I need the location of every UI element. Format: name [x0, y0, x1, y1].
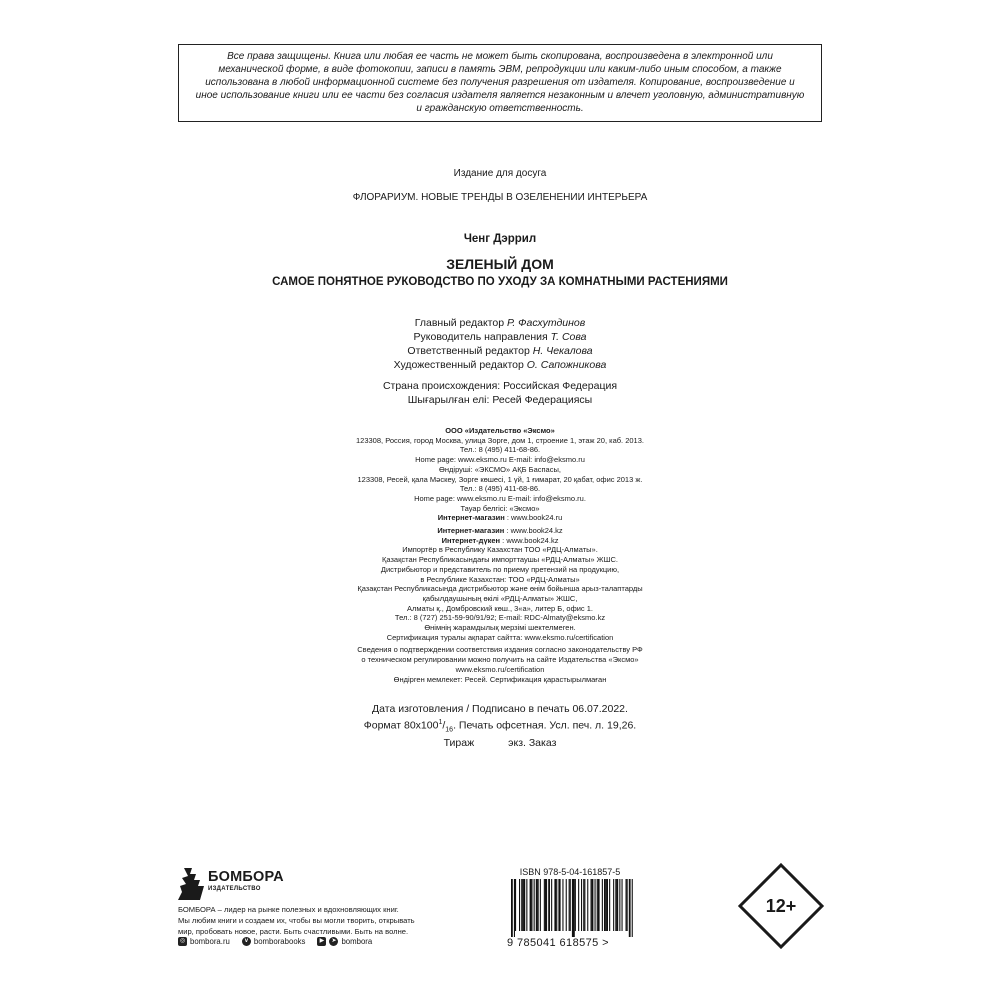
shop-label: Интернет-магазин	[437, 526, 505, 536]
publisher-line: Home page: www.eksmo.ru E-mail: info@eksmo.ru.	[414, 493, 586, 503]
origin-line: Страна происхождения: Российская Федерация	[382, 380, 618, 392]
barcode-bar	[619, 879, 620, 931]
format-sub: 16	[445, 726, 454, 734]
editor-row	[0, 358, 1000, 372]
order-label: экз. Заказ	[508, 736, 557, 749]
online-shop-kz-dukken	[0, 536, 1000, 546]
vk-icon: v	[242, 937, 251, 946]
tagline-line: Мы любим книги и создаем их, чтобы вы могли творить, открывать	[178, 916, 415, 925]
print-info	[0, 703, 1000, 750]
barcode-bar	[569, 879, 570, 931]
barcode-bar	[616, 879, 618, 931]
social-label: bomborabooks	[253, 937, 306, 946]
barcode-bar	[554, 879, 556, 931]
distribution-line: Тел.: 8 (727) 251-59-90/91/92; E-mail: RDC-Almaty@eksmo.kz	[394, 613, 606, 623]
publisher-line: Home page: www.eksmo.ru E-mail: info@eksmo.ru	[415, 455, 585, 465]
barcode-bar	[584, 879, 585, 931]
distribution-line: Дистрибьютор и представитель по приему претензий на продукцию,	[380, 564, 620, 574]
barcode-bar	[632, 879, 633, 937]
barcode-digits: 9 785041 618575 >	[507, 937, 609, 949]
social-youtube-telegram[interactable]	[317, 937, 372, 946]
barcode-bar	[521, 879, 522, 931]
rights-line: Все права защищены. Книга или любая ее часть не может быть скопирована, воспроизведена в электронной или	[227, 51, 773, 62]
barcode-bar	[626, 879, 627, 931]
editor-name: О. Сапожникова	[526, 359, 607, 371]
barcode-bar	[534, 879, 535, 931]
barcode-bar	[575, 879, 576, 931]
distribution-line: Қазақстан Республикасындағы импорттаушы «РДЦ-Алматы» ЖШС.	[382, 555, 618, 565]
distribution-line: в Республике Казахстан: ТОО «РДЦ-Алматы»	[420, 574, 580, 584]
print-format: Формат $80x100^1/_{16}$. Печать офсетная. Усл. печ. л. 19,26.	[363, 719, 637, 734]
isbn-block	[507, 867, 633, 949]
publisher-name: ООО «Издательство «Эксмо»	[445, 426, 555, 435]
shop-value: : www.book24.kz	[500, 535, 559, 545]
barcode-bar	[570, 879, 571, 931]
barcode-bar	[613, 879, 614, 931]
editor-row	[0, 344, 1000, 358]
barcode-bar	[558, 879, 559, 931]
tagline-line: БОМБОРА – лидер на рынке полезных и вдохновляющих книг.	[178, 905, 399, 914]
distribution-line: Сертификация туралы ақпарат сайтта: www.eksmo.ru/certification	[386, 632, 614, 642]
barcode-bar	[597, 879, 598, 931]
origin-info	[0, 379, 1000, 407]
barcode-bar	[607, 879, 608, 931]
barcode-bar	[556, 879, 557, 931]
social-links	[178, 937, 372, 946]
barcode-bar	[587, 879, 588, 931]
shop-label: Интернет-дүкен	[441, 535, 501, 545]
publisher-tagline	[178, 904, 458, 937]
edition-label: Издание для досуга	[453, 168, 547, 179]
editor-role: Художественный редактор	[393, 359, 524, 371]
editor-role: Ответственный редактор	[407, 345, 530, 357]
imprint-block	[0, 426, 1000, 684]
isbn-number: ISBN 978-5-04-161857-5	[519, 867, 621, 877]
barcode-bar	[560, 879, 561, 931]
editor-name: Т. Сова	[550, 331, 587, 343]
certification-line: www.eksmo.ru/certification	[455, 664, 545, 674]
barcode-bar	[604, 879, 606, 931]
distribution-line: қабылдаушының өкілі «РДЦ-Алматы» ЖШС,	[422, 593, 578, 603]
social-label: bombora	[341, 937, 373, 946]
barcode-bar	[523, 879, 525, 931]
shop-label: Интернет-магазин	[437, 513, 505, 523]
online-shop-ru	[0, 513, 1000, 523]
distribution-line: Импортёр в Республику Казахстан ТОО «РДЦ-Алматы».	[402, 545, 598, 555]
barcode-bar	[581, 879, 582, 931]
brand-subtitle: ИЗДАТЕЛЬСТВО	[208, 886, 261, 892]
barcode	[507, 879, 633, 937]
rights-notice	[178, 44, 822, 122]
youtube-icon: ▶	[317, 937, 326, 946]
barcode-bar	[602, 879, 603, 931]
barcode-bar	[538, 879, 539, 931]
rights-line: и гражданскую ответственность.	[416, 103, 584, 114]
barcode-bar	[578, 879, 579, 931]
social-instagram[interactable]	[178, 937, 230, 946]
editor-row	[0, 316, 1000, 330]
tagline-line: мир, пробовать новое, расти. Быть счастливыми. Быть на волне.	[178, 927, 409, 936]
barcode-bar	[514, 879, 515, 937]
distribution-line: Өнімнің жарамдылық мерзімі шектелмеген.	[424, 623, 576, 633]
barcode-bar	[515, 879, 516, 931]
barcode-bar	[562, 879, 563, 931]
barcode-bar	[627, 879, 628, 931]
barcode-bar	[544, 879, 545, 931]
format-prefix: Формат 80x100	[363, 719, 439, 732]
print-date: Дата изготовления / Подписано в печать 06.07.2022.	[372, 703, 628, 715]
distribution-line: Алматы қ., Домбровский көш., 3«а», литер Б, офис 1.	[406, 603, 594, 613]
barcode-bar	[572, 879, 573, 937]
print-run-label: Тираж	[443, 736, 475, 749]
certification-line: о техническом регулировании можно получить на сайте Издательства «Эксмо»	[361, 655, 639, 665]
barcode-bar	[622, 879, 623, 931]
barcode-bar	[583, 879, 584, 931]
distribution-line: Қазақстан Республикасында дистрибьютор және өнім бойынша арыз-талаптарды	[357, 584, 643, 594]
author: Ченг Дэррил	[463, 233, 537, 245]
social-vk[interactable]	[242, 937, 306, 946]
social-label: bombora.ru	[190, 937, 230, 946]
barcode-bar	[540, 879, 541, 931]
barcode-bar	[573, 879, 575, 937]
editor-name: Р. Фасхутдинов	[506, 317, 586, 329]
bombora-logo	[178, 866, 288, 900]
online-shop-kz	[0, 526, 1000, 536]
format-suffix: . Печать офсетная. Усл. печ. л. 19,26.	[453, 719, 637, 732]
publisher-line: Тауар белгісі: «Эксмо»	[460, 503, 540, 513]
barcode-bar	[548, 879, 550, 931]
barcode-bar	[551, 879, 552, 931]
shop-value: : www.book24.kz	[504, 526, 563, 536]
barcode-bar	[598, 879, 600, 931]
barcode-bar	[526, 879, 527, 931]
rights-line: механической форме, в виде фотокопии, записи в память ЭВМ, репродукции или каким-либо иным способом, а также	[218, 64, 782, 75]
publisher-line: 123308, Ресей, қала Мәскеу, Зорге көшесі, 1 үй, 1 ғимарат, 20 қабат, офис 2013 ж.	[357, 474, 643, 484]
certification-line: Өндірген мемлекет: Ресей. Сертификация қарастырылмаған	[393, 674, 607, 684]
telegram-icon: ➤	[331, 938, 337, 944]
barcode-bar	[609, 879, 610, 931]
editor-row	[0, 330, 1000, 344]
barcode-bar	[566, 879, 567, 931]
certification-line: Сведения о подтверждении соответствия издания согласно законодательству РФ	[357, 645, 643, 655]
barcode-bar	[522, 879, 523, 931]
origin-line: Шығарылған елі: Ресей Федерациясы	[407, 394, 593, 406]
rights-line: использована в любой информационной системе без получения разрешения от издателя. Копирование, воспроизведение и	[205, 77, 795, 88]
barcode-bar	[536, 879, 538, 931]
barcode-bar	[546, 879, 547, 931]
shop-value: : www.book24.ru	[504, 513, 563, 523]
barcode-bar	[519, 879, 520, 931]
editor-role: Главный редактор	[414, 317, 505, 329]
barcode-bar	[531, 879, 532, 931]
barcode-bar	[511, 879, 513, 937]
editors-list	[0, 316, 1000, 372]
barcode-bar	[629, 879, 631, 937]
barcode-bar	[591, 879, 592, 931]
format-sup: 1	[438, 719, 443, 726]
rights-line: иное использование книги или ее части без согласия издателя является незаконным и влечет уголовную, административную	[195, 90, 805, 101]
barcode-bar	[592, 879, 594, 931]
book-title: ЗЕЛЕНЫЙ ДОМ	[446, 256, 554, 272]
publisher-line: Тел.: 8 (495) 411-68-86.	[459, 484, 541, 494]
barcode-bar	[530, 879, 532, 931]
editor-role: Руководитель направления	[413, 331, 548, 343]
brand-name: БОМБОРА	[208, 869, 284, 885]
print-run	[0, 737, 1000, 750]
bombora-logo-icon	[178, 866, 204, 900]
age-rating-text: 12+	[765, 896, 797, 916]
barcode-bar	[595, 879, 596, 931]
barcode-bar	[606, 879, 607, 931]
barcode-bar	[615, 879, 616, 931]
age-rating-badge	[737, 862, 825, 950]
publisher-line: Тел.: 8 (495) 411-68-86.	[459, 445, 541, 455]
instagram-icon: ◎	[179, 938, 186, 944]
series-title: ФЛОРАРИУМ. НОВЫЕ ТРЕНДЫ В ОЗЕЛЕНЕНИИ ИНТЕРЬЕРА	[352, 192, 648, 203]
barcode-bar	[545, 879, 546, 931]
editor-name: Н. Чекалова	[532, 345, 593, 357]
book-subtitle: САМОЕ ПОНЯТНОЕ РУКОВОДСТВО ПО УХОДУ ЗА КОМНАТНЫМИ РАСТЕНИЯМИ	[272, 276, 728, 288]
publisher-line: 123308, Россия, город Москва, улица Зорге, дом 1, строение 1, этаж 20, каб. 2013.	[356, 435, 644, 445]
publisher-line: Өндіруші: «ЭКСМО» АҚБ Баспасы,	[439, 464, 561, 474]
